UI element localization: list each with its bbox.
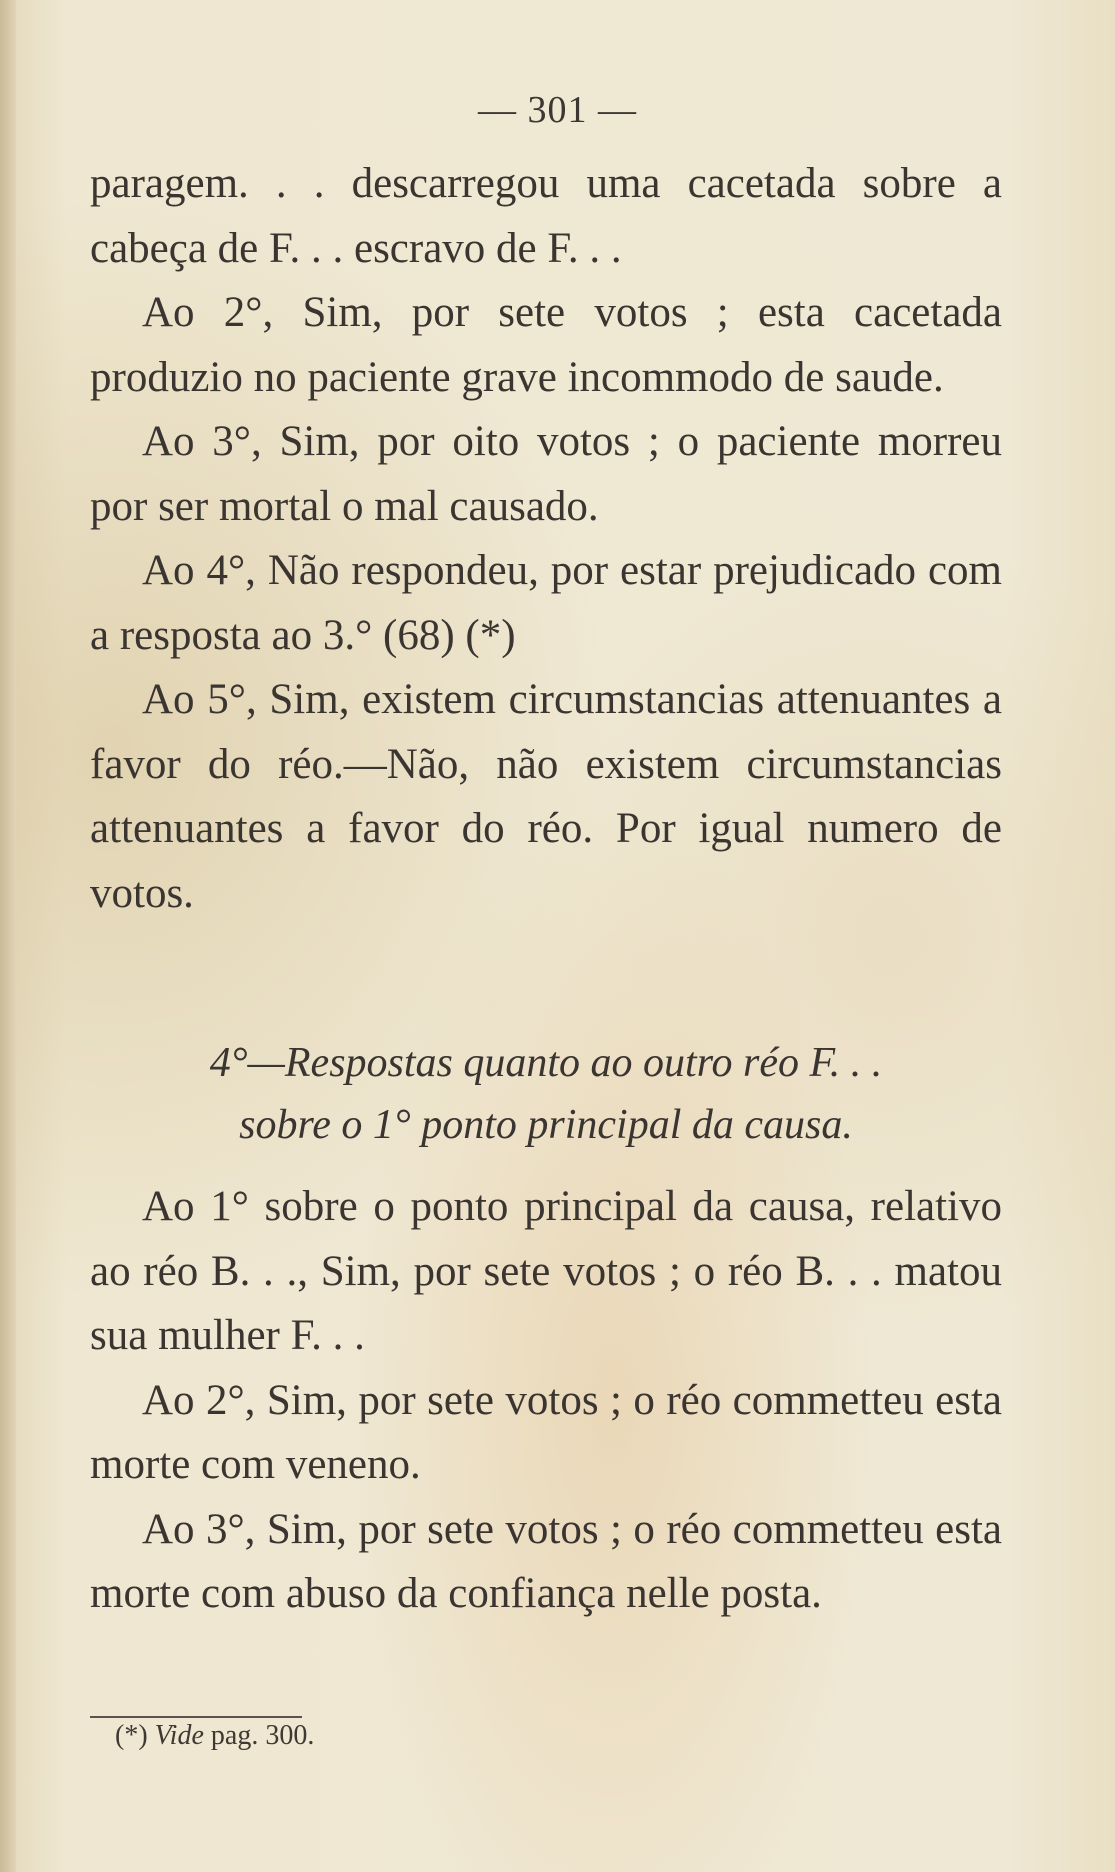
page-number: — 301 — (478, 89, 637, 131)
paragraph: Ao 2°, Sim, por sete votos ; o réo commetteu esta morte com veneno. (90, 1376, 1002, 1488)
paragraph: Ao 4°, Não respondeu, por estar prejudicado com a resposta ao 3.° (68) (*) (90, 547, 1002, 659)
paragraph: Ao 1° sobre o ponto principal da causa, relativo ao réo B. . ., Sim, por sete votos ; o réo B. . . matou sua mulher F. . . (90, 1183, 1002, 1359)
section-heading (90, 1032, 1002, 1156)
footnote-divider (90, 1716, 302, 1718)
footnote-text: pag. 300. (210, 1720, 315, 1751)
paragraph: Ao 5°, Sim, existem circumstancias attenuantes a favor do réo.—Não, não existem circumstancias attenuantes a favor do réo. Por igual numero de votos. (90, 676, 1002, 917)
paragraph: Ao 2°, Sim, por sete votos ; esta cacetada produzio no paciente grave incommodo de saude. (90, 289, 1002, 401)
paragraph: Ao 3°, Sim, por sete votos ; o réo commetteu esta morte com abuso da confiança nelle posta. (90, 1505, 1002, 1617)
paragraph: Ao 3°, Sim, por oito votos ; o paciente morreu por ser mortal o mal causado. (90, 418, 1002, 530)
paragraph: paragem. . . descarregou uma cacetada sobre a cabeça de F. . . escravo de F. . . (90, 160, 1002, 272)
section-heading-line-1: 4°—Respostas quanto ao outro réo F. . . (209, 1040, 883, 1086)
footnote-vide: Vide (154, 1720, 204, 1751)
footnote-marker: (*) (115, 1720, 148, 1751)
body-text-lower (90, 1175, 1002, 1627)
body-text-upper (90, 152, 1002, 926)
footnote (115, 1720, 314, 1752)
page-binding-edge (0, 0, 16, 1872)
section-heading-line-2: sobre o 1° ponto principal da causa. (239, 1102, 853, 1148)
